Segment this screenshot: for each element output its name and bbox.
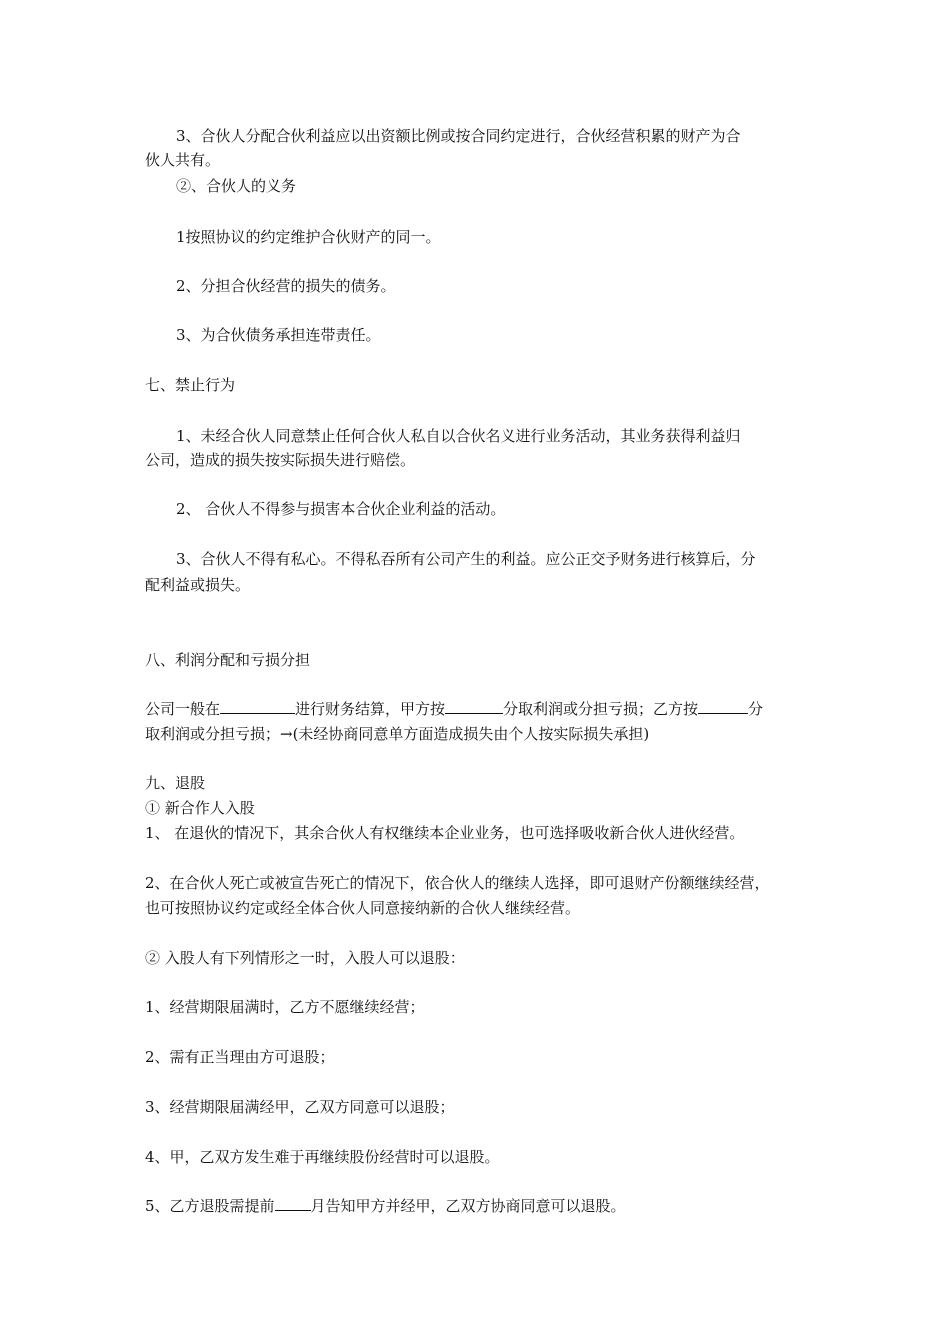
- blank-party-a-ratio: [445, 698, 503, 714]
- section-7-item-1-line1: 1、未经合伙人同意禁止任何合伙人私自以合伙名义进行业务活动，其业务获得利益归: [176, 427, 741, 445]
- section-8-text-a: 公司一般在: [145, 700, 221, 718]
- section-9-sub2-item-5-a: 5、乙方退股需提前: [145, 1197, 275, 1215]
- paragraph-rights-3-line1: 3、合伙人分配合伙利益应以出资额比例或按合同约定进行，合伙经营积累的财产为合: [176, 127, 741, 145]
- paragraph-rights-3-line2: 伙人共有。: [145, 151, 221, 169]
- section-9-sub2-item-3: 3、经营期限届满经甲，乙双方同意可以退股；: [145, 1098, 455, 1116]
- section-8-line2: 取利润或分担亏损；→(未经协商同意单方面造成损失由个人按实际损失承担): [145, 725, 650, 743]
- obligation-item-3: 3、为合伙债务承担连带责任。: [176, 326, 381, 344]
- section-8-text-d: 分: [748, 700, 764, 718]
- section-8-heading: 八、利润分配和亏损分担: [145, 651, 311, 669]
- section-9-heading: 九、退股: [145, 774, 206, 792]
- blank-party-b-ratio: [698, 698, 748, 714]
- blank-settlement-period: [220, 698, 295, 714]
- section-9-sub2-item-4: 4、甲，乙双方发生难于再继续股份经营时可以退股。: [145, 1148, 500, 1166]
- blank-notice-months: [275, 1195, 311, 1211]
- section-9-sub2-item-2: 2、需有正当理由方可退股；: [145, 1048, 335, 1066]
- section-8-line1: [145, 698, 810, 720]
- section-7-item-1-line2: 公司，造成的损失按实际损失进行赔偿。: [145, 451, 416, 469]
- section-9-sub2-item-5-b: 月告知甲方并经甲，乙双方协商同意可以退股。: [310, 1197, 626, 1215]
- section-9-sub2-item-5: [145, 1195, 810, 1217]
- section-9-sub2-heading: ② 入股人有下列情形之一时，入股人可以退股：: [145, 949, 465, 967]
- obligations-heading: ②、合伙人的义务: [176, 177, 297, 195]
- section-8-text-b: 进行财务结算，甲方按: [295, 700, 446, 718]
- section-7-heading: 七、禁止行为: [145, 376, 236, 394]
- section-8-text-c: 分取利润或分担亏损；乙方按: [503, 700, 699, 718]
- section-7-item-3-line1: 3、合伙人不得有私心。不得私吞所有公司产生的利益。应公正交予财务进行核算后，分: [176, 550, 756, 568]
- section-9-sub1-item-2-line2: 也可按照协议约定或经全体合伙人同意接纳新的合伙人继续经营。: [145, 899, 581, 917]
- section-9-sub2-item-1: 1、经营期限届满时，乙方不愿继续经营；: [145, 998, 425, 1016]
- obligation-item-2: 2、分担合伙经营的损失的债务。: [176, 277, 396, 295]
- section-7-item-3-line2: 配利益或损失。: [145, 576, 251, 594]
- section-7-item-2: 2、 合伙人不得参与损害本合伙企业利益的活动。: [176, 500, 506, 518]
- section-9-sub1-heading: ① 新合作人入股: [145, 799, 255, 817]
- obligation-item-1: 1按照协议的约定维护合伙财产的同一。: [176, 228, 441, 246]
- section-9-sub1-item-2-line1: 2、在合伙人死亡或被宣告死亡的情况下，依合伙人的继续人选择，即可退财产份额继续经营，: [145, 874, 770, 892]
- section-9-sub1-item-1: 1、 在退伙的情况下，其余合伙人有权继续本企业业务，也可选择吸收新合伙人进伙经营。: [145, 824, 745, 842]
